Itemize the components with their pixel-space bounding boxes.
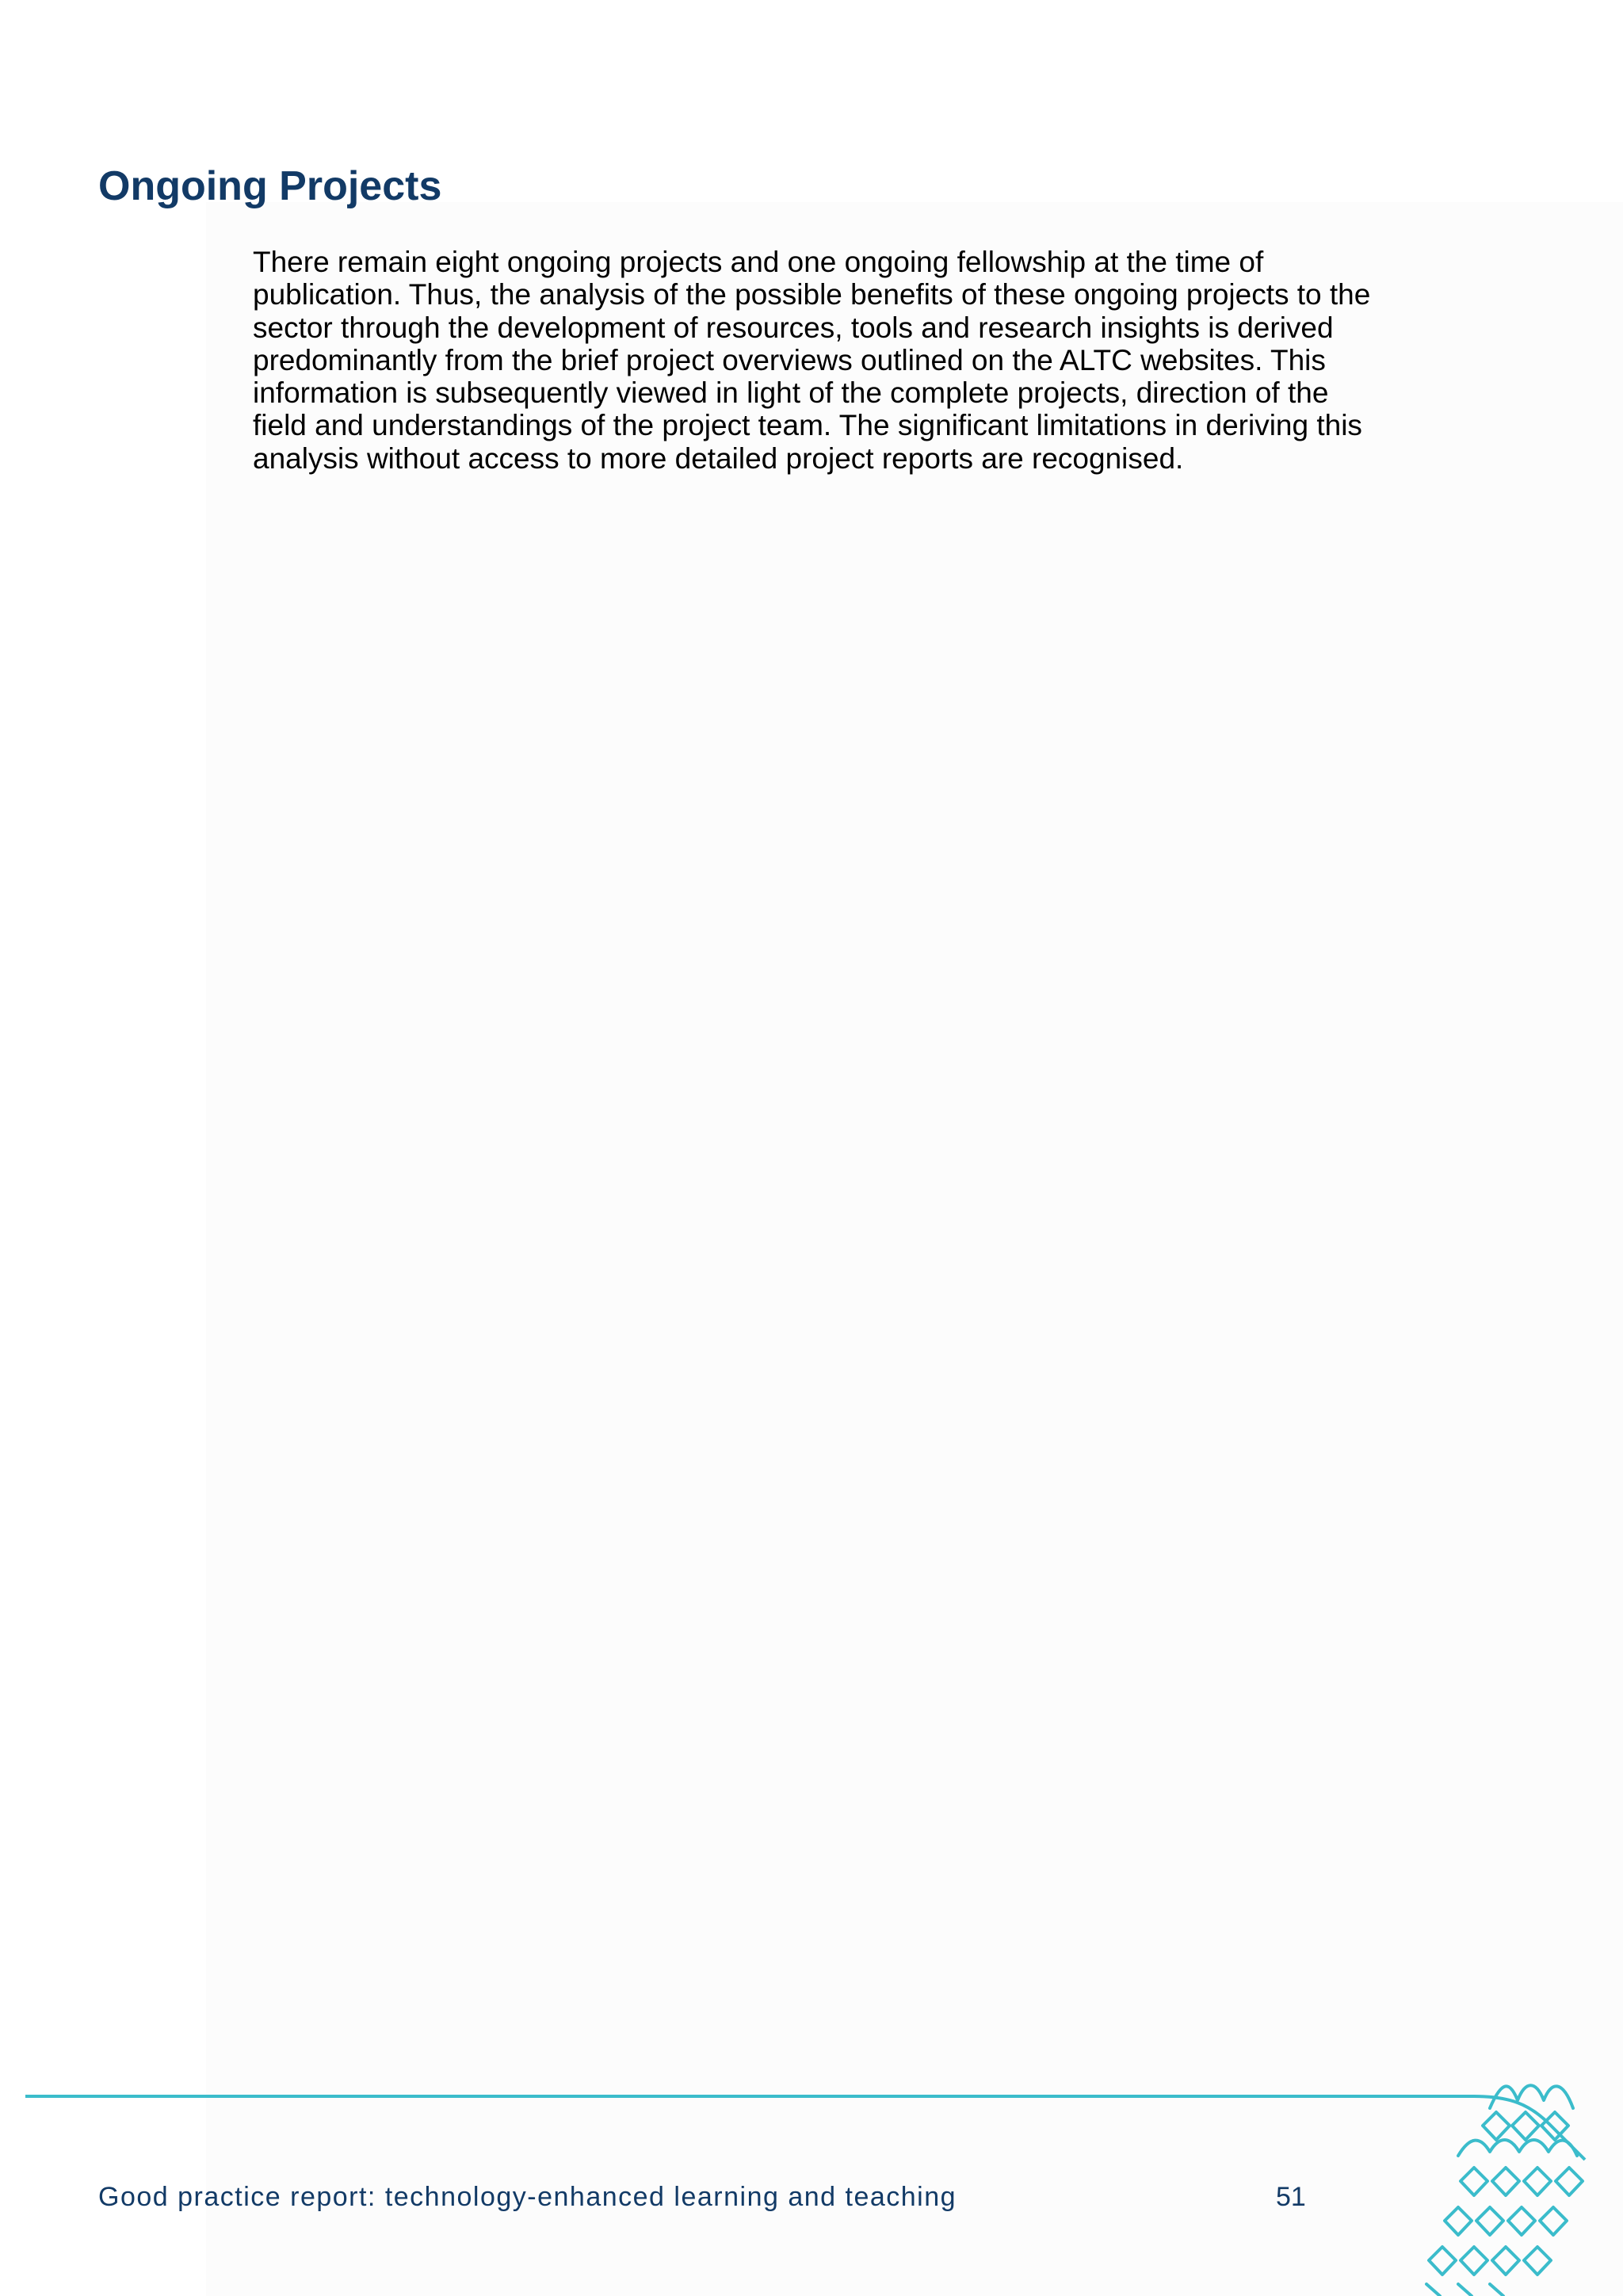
wave-diamond-motif-icon [1411,2076,1623,2296]
page-number: 51 [1276,2182,1306,2212]
footer-report-title: Good practice report: technology-enhanced learning and teaching [98,2182,957,2212]
page-background [206,202,1623,2296]
section-heading: Ongoing Projects [98,163,442,209]
footer-rule [0,2061,1623,2267]
body-paragraph: There remain eight ongoing projects and one ongoing fellowship at the time of publication. Thus, the analysis of the possible benefits of these ongoing projects to the sector through the development of resources, tools and research insights is derived predominantly from the brief project overviews outlined on the ALTC websites. This information is subsequently viewed in light of the complete projects, direction of the field and understandings of the project team. The significant limitations in deriving this analysis without access to more detailed project reports are recognised. [253,246,1371,475]
